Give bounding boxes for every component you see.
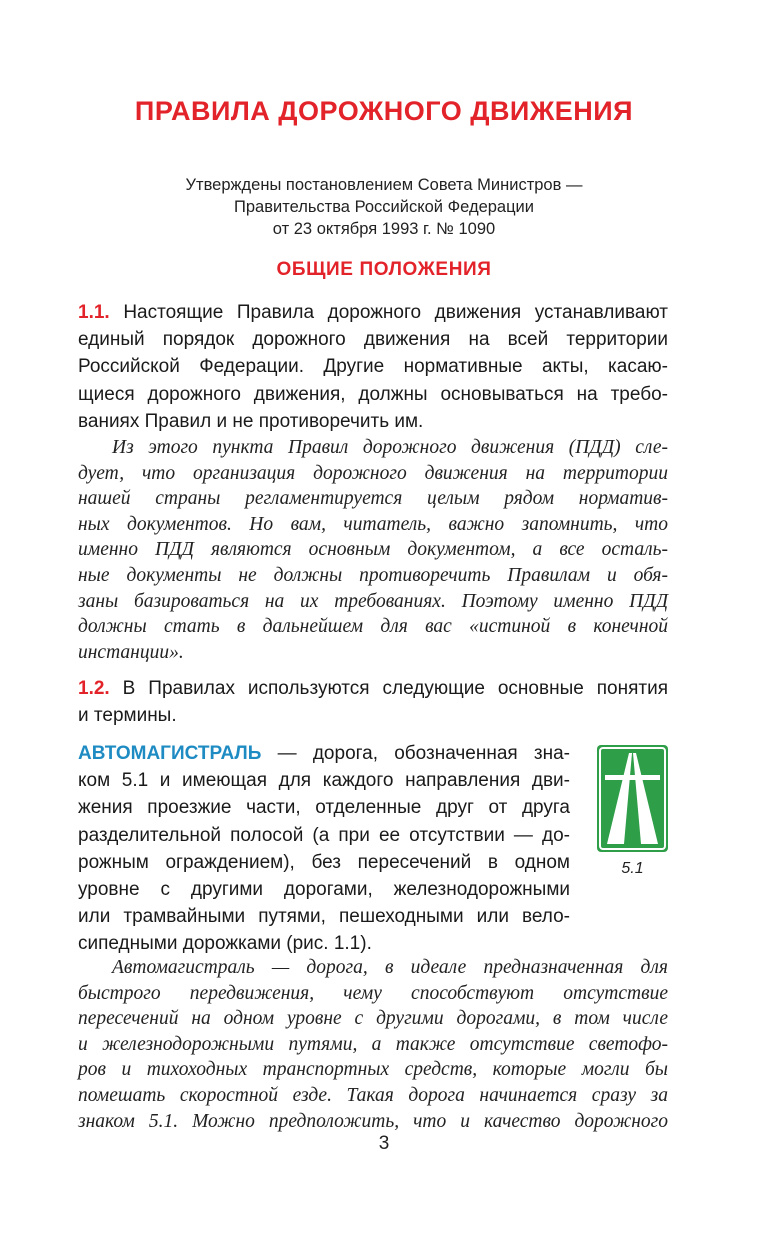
text-line: Российской Федерации. Другие нормативные акты, касаю- bbox=[78, 356, 668, 378]
text-line: жения проезжие части, отделенные друг от друга bbox=[78, 797, 570, 819]
text-line: быстрого передвижения, чему способствуют отсутствие bbox=[78, 982, 668, 1004]
text-line: АВТОМАГИСТРАЛЬ — дорога, обозначенная зна- bbox=[78, 743, 570, 764]
sign-overpass bbox=[605, 775, 660, 780]
text-line: и железнодорожными путями, а также отсутствие светофо- bbox=[78, 1033, 668, 1055]
section-title: ОБЩИЕ ПОЛОЖЕНИЯ bbox=[276, 259, 492, 280]
text-line: Автомагистраль — дорога, в идеале предназначенная для bbox=[112, 957, 668, 978]
approval-line: Правительства Российской Федерации bbox=[234, 198, 534, 216]
commentary-2 bbox=[78, 955, 668, 1134]
paragraph-number: 1.1. bbox=[78, 302, 110, 323]
approval-line: от 23 октября 1993 г. № 1090 bbox=[272, 220, 496, 238]
text-line: ком 5.1 и имеющая для каждого направления дви- bbox=[78, 770, 570, 792]
sign-background bbox=[597, 745, 668, 852]
text-line: и термины. bbox=[78, 705, 177, 727]
definition-autobahn bbox=[78, 740, 570, 958]
commentary-1 bbox=[78, 435, 668, 665]
text-line: ваниях Правил и не противоречить им. bbox=[78, 410, 424, 432]
text-line: уровне с другими дорогами, железнодорожными bbox=[78, 879, 570, 901]
text-line: пересечений на одном уровне с другими дорогами, в том числе bbox=[78, 1008, 668, 1030]
text-line: разделительной полосой (а при ее отсутствии — до- bbox=[78, 824, 570, 846]
text-line: знаком 5.1. Можно предположить, что и качество дорожного bbox=[78, 1110, 668, 1132]
text-line: нашей страны регламентируется целым рядом норматив- bbox=[78, 488, 668, 510]
text-line: заны базироваться на их требованиях. Поэтому именно ПДД bbox=[78, 590, 668, 612]
term-highlight: АВТОМАГИСТРАЛЬ bbox=[78, 743, 262, 764]
text-line: именно ПДД являются основным документом, а все осталь- bbox=[78, 539, 668, 561]
paragraph-number: 1.2. bbox=[78, 678, 110, 699]
text-line: сипедными дорожками (рис. 1.1). bbox=[78, 933, 372, 955]
paragraph-1-2 bbox=[78, 675, 668, 729]
text-line: рожным ограждением), без пересечений в одном bbox=[78, 851, 570, 873]
text-line: ров и тихоходных транспортных средств, которые могли бы bbox=[78, 1059, 668, 1081]
text-line: инстанции». bbox=[78, 641, 184, 663]
text-line: или трамвайными путями, пешеходными или вело- bbox=[78, 906, 570, 928]
approval-note bbox=[0, 174, 768, 240]
page-number: 3 bbox=[378, 1133, 390, 1154]
paragraph-1-1 bbox=[78, 299, 668, 435]
text-line: ные документы не должны противоречить Правилам и обя- bbox=[78, 564, 668, 586]
text-line: 1.2. В Правилах используются следующие основные понятия bbox=[78, 678, 668, 699]
text-line: помешать скоростной езде. Такая дорога начинается сразу за bbox=[78, 1084, 668, 1106]
sign-caption: 5.1 bbox=[621, 860, 644, 877]
text-line: щиеся дорожного движения, должны основываться на требо- bbox=[78, 383, 668, 405]
text-line: ных документов. Но вам, читатель, важно запомнить, что bbox=[78, 513, 668, 535]
text-line: 1.1. Настоящие Правила дорожного движения устанавливают bbox=[78, 302, 668, 323]
page-title: ПРАВИЛА ДОРОЖНОГО ДВИЖЕНИЯ bbox=[134, 96, 634, 126]
text-line: Из этого пункта Правил дорожного движения (ПДД) сле- bbox=[112, 437, 668, 458]
motorway-sign-icon bbox=[597, 745, 668, 852]
text-line: должны стать в дальнейшем для вас «истиной в конечной bbox=[78, 616, 668, 638]
text-line: единый порядок дорожного движения на всей территории bbox=[78, 329, 668, 351]
text-line: дует, что организация дорожного движения на территории bbox=[78, 462, 668, 484]
approval-line: Утверждены постановлением Совета Министров — bbox=[185, 176, 583, 194]
